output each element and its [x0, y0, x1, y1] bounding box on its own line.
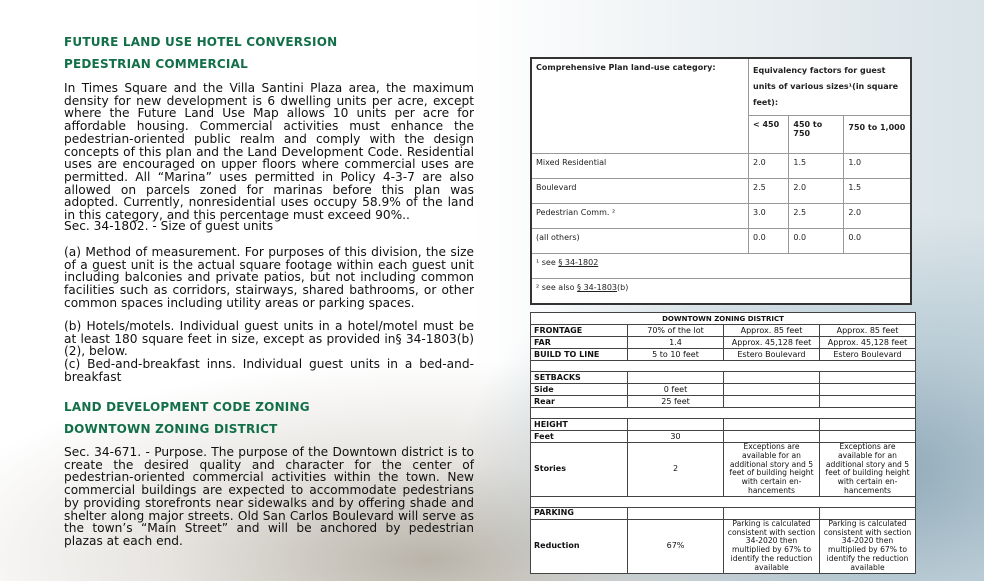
cell: 67%	[628, 519, 724, 573]
cell: Estero Boulevard	[820, 349, 916, 361]
paragraph-bed-breakfast: (c) Bed-and-breakfast inns. Individual guest units in a bed-and-breakfast	[64, 357, 474, 384]
cell: Approx. 45,128 feet	[724, 337, 820, 349]
row-label: Side	[531, 384, 628, 396]
heading-downtown-zoning: DOWNTOWN ZONING DISTRICT	[64, 422, 278, 436]
table-row	[531, 337, 916, 349]
value-cell: 2.0	[844, 204, 911, 229]
category-cell: Mixed Residential	[531, 154, 749, 179]
cell: 1.4	[628, 337, 724, 349]
cell: 2	[628, 443, 724, 497]
value-cell: 0.0	[749, 229, 789, 254]
cell: Exceptions are available for an additional story and 5 feet of building height with certain en-hancements	[820, 443, 916, 497]
heading-ldc-zoning: LAND DEVELOPMENT CODE ZONING	[64, 400, 310, 414]
value-cell: 2.0	[749, 154, 789, 179]
row-label: FAR	[531, 337, 628, 349]
table-row	[531, 204, 911, 229]
category-cell: Boulevard	[531, 179, 749, 204]
paragraph-method-measurement: (a) Method of measurement. For purposes of this division, the size of a guest unit is the actual square footage within each guest unit including balconies and private patios, but not including common facilities such as corridors, stairways, shared bathrooms, or other common spaces including utility areas or parking spaces.	[64, 245, 474, 310]
spacer-row	[531, 408, 916, 419]
value-cell: 2.5	[789, 204, 844, 229]
table-row	[531, 229, 911, 254]
cell: Estero Boulevard	[724, 349, 820, 361]
table-row	[531, 349, 916, 361]
paragraph-sec-34-671: Sec. 34-671. - Purpose. The purpose of the Downtown district is to create the desired quality and character for the center of pedestrian-oriented commercial activities within the town. New commercial buildings are expected to accommodate pedestrians by providing storefronts near sidewalks and by offering shade and shelter along major streets. Old San Carlos Boulevard will serve as the town’s “Main Street” and will be anchored by pedestrian plazas at each end.	[64, 445, 474, 548]
value-cell: 3.0	[749, 204, 789, 229]
cell: Exceptions are available for an additional story and 5 feet of building height with certain en-hancements	[724, 443, 820, 497]
header-size-1: < 450	[749, 116, 789, 154]
equivalency-factors-table	[530, 57, 912, 305]
link-34-1803[interactable]: § 34-1803	[577, 283, 618, 292]
footnote-2	[531, 279, 911, 305]
row-label: Rear	[531, 396, 628, 408]
section-height: HEIGHT	[531, 419, 628, 431]
row-label: FRONTAGE	[531, 325, 628, 337]
cell: Approx. 85 feet	[820, 325, 916, 337]
paragraph-pedestrian-commercial: In Times Square and the Villa Santini Plaza area, the maximum density for new development is 6 dwelling units per acre, except where the Future Land Use Map allows 10 units per acre for affordable housing. Commercial activities must enhance the pedestrian-oriented public realm and comply with the design concepts of this plan and the Land Development Code. Residential uses are encouraged on upper floors where commercial uses are permitted. All “Marina” uses permitted in Policy 4-3-7 are also allowed on parcels zoned for marinas before this plan was adopted. Currently, nonresidential uses occupy 58.9% of the land in this category, and this percentage must exceed 90%..	[64, 81, 474, 223]
cell: 5 to 10 feet	[628, 349, 724, 361]
section-parking: PARKING	[531, 507, 628, 519]
footnote-1	[531, 254, 911, 279]
link-34-1802[interactable]: § 34-1802	[558, 258, 599, 267]
value-cell: 1.5	[789, 154, 844, 179]
heading-hotel-conversion: FUTURE LAND USE HOTEL CONVERSION	[64, 35, 338, 49]
cell: Parking is calculated consistent with section 34-2020 then multiplied by 67% to identify the reduction available	[724, 519, 820, 573]
row-label: BUILD TO LINE	[531, 349, 628, 361]
value-cell: 1.0	[844, 154, 911, 179]
cell: 25 feet	[628, 396, 724, 408]
value-cell: 0.0	[844, 229, 911, 254]
row-label: Stories	[531, 443, 628, 497]
table-title: DOWNTOWN ZONING DISTRICT	[531, 313, 916, 325]
row-label: Feet	[531, 431, 628, 443]
value-cell: 0.0	[789, 229, 844, 254]
heading-pedestrian-commercial: PEDESTRIAN COMMERCIAL	[64, 57, 248, 71]
spacer-row	[531, 496, 916, 507]
section-setbacks: SETBACKS	[531, 372, 628, 384]
paragraph-sec-34-1802: Sec. 34-1802. - Size of guest units	[64, 219, 274, 233]
category-cell: (all others)	[531, 229, 749, 254]
table-row	[531, 179, 911, 204]
cell: 70% of the lot	[628, 325, 724, 337]
cell: 0 feet	[628, 384, 724, 396]
footnote-text: ² see also	[536, 283, 575, 292]
header-category: Comprehensive Plan land-use category:	[531, 58, 749, 154]
header-size-3: 750 to 1,000	[844, 116, 911, 154]
value-cell: 2.5	[749, 179, 789, 204]
cell: Parking is calculated consistent with section 34-2020 then multiplied by 67% to identify the reduction available	[820, 519, 916, 573]
cell: Approx. 45,128 feet	[820, 337, 916, 349]
footnote-text: ¹ see	[536, 258, 556, 267]
cell: Approx. 85 feet	[724, 325, 820, 337]
value-cell: 1.5	[844, 179, 911, 204]
downtown-zoning-table	[530, 312, 916, 574]
header-equivalency: Equivalency factors for guest units of various sizes¹(in square feet):	[749, 58, 912, 116]
table-row	[531, 325, 916, 337]
paragraph-hotels-motels: (b) Hotels/motels. Individual guest units in a hotel/motel must be at least 180 square feet in size, except as provided in§ 34-1803(b)(2), below.	[64, 319, 474, 359]
spacer-row	[531, 361, 916, 372]
row-label: Reduction	[531, 519, 628, 573]
category-cell: Pedestrian Comm. ²	[531, 204, 749, 229]
value-cell: 2.0	[789, 179, 844, 204]
header-size-2: 450 to 750	[789, 116, 844, 154]
table-row	[531, 154, 911, 179]
cell: 30	[628, 431, 724, 443]
footnote-suffix: (b)	[617, 283, 629, 292]
